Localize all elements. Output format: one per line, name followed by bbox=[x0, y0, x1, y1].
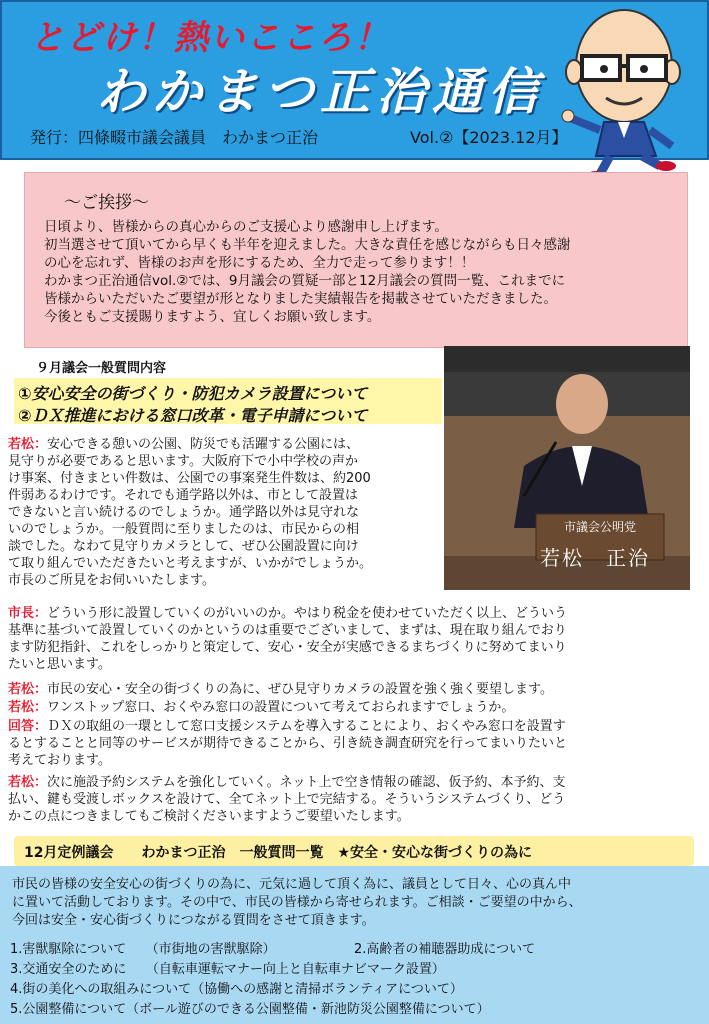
qa-line: 市長のご所見をお伺いいたします。 bbox=[8, 573, 215, 588]
greeting-line: 皆様からいただいたご要望が形となりました実績報告を掲載させていただきました。 bbox=[44, 291, 557, 307]
qa-line: るとすることと同等のサービスが期待できることから、引き続き調査研究を行ってまいりたいと bbox=[8, 736, 568, 751]
photo-caption-name: 若松 正治 bbox=[540, 546, 650, 570]
tagline: とどけ！熱いこころ！ bbox=[30, 18, 390, 58]
intro-line: 今回は安全・安心街づくりにつながる質問をさせて頂きます。 bbox=[12, 913, 375, 928]
qa-line: どういう形に設置していくのがいいのか。やはり税金を使わせていただく以上、どういう bbox=[47, 606, 568, 621]
qa-line: 件弱あるわけです。それでも通学路以外は、市として設置は bbox=[8, 488, 358, 503]
qa-line: 談でした。なわて見守りカメラとして、ぜひ公園設置に向け bbox=[8, 539, 359, 554]
qa-line: かこの点につきましてもご検討くださいますようご要望いたします。 bbox=[8, 809, 410, 824]
qa-line: たいと思います。 bbox=[8, 657, 111, 672]
december-intro bbox=[12, 876, 582, 930]
intro-line: に置いて活動しております。その中で、市民の皆様から寄せられます。ご相談・ご要望の中から、 bbox=[12, 895, 582, 910]
question-item: 3.交通安全のために （自転車運転マナー向上と自転車ナビマーク設置） bbox=[10, 962, 445, 977]
greeting-line: の心を忘れず、皆様のお声を形にするため、全力で走って参ります！！ bbox=[44, 255, 475, 271]
qa-block bbox=[8, 436, 372, 589]
question-item: 4.街の美化への取組みについて（協働への感謝と清掃ボランティアについて） bbox=[10, 982, 463, 997]
qa-line: 見守りが必要であると思います。大阪府下で小中学校の声か bbox=[8, 454, 358, 469]
photo-caption-party: 市議会公明党 bbox=[564, 520, 637, 534]
qa-block bbox=[8, 699, 514, 716]
speaker-label: 回答： bbox=[8, 719, 48, 734]
volume-label: Vol.②【2023.12月】 bbox=[410, 128, 568, 147]
qa-line: け事案、付きまとい件数は、公園での事案発生件数は、約200 bbox=[8, 471, 371, 486]
qa-line: ます防犯指針、これをしっかりと策定して、安心・安全が実感できるまちづくりに努めてまいり bbox=[8, 640, 567, 655]
qa-line: 払い、鍵も受渡しボックスを設けて、全てネット上で完結する。そういうシステムづくり、どう bbox=[8, 792, 566, 807]
speaker-label: 若松： bbox=[8, 700, 48, 715]
greeting-line: 初当選させて頂いてから早くも半年を迎えました。大きな責任を感じながらも日々感謝 bbox=[44, 237, 571, 253]
question-item: 5.公園整備について（ボール遊びのできる公園整備・新池防災公園整備について） bbox=[10, 1002, 490, 1017]
speaker-label: 市長： bbox=[8, 606, 48, 621]
qa-line: 市民の安心・安全の街づくりの為に、ぜひ見守りカメラの設置を強く強く要望します。 bbox=[47, 682, 553, 697]
september-section-label: ９月議会一般質問内容 bbox=[36, 361, 167, 376]
qa-block bbox=[8, 774, 565, 825]
newsletter-title: わかまつ正治通信 bbox=[96, 63, 544, 121]
qa-line: 考えております。 bbox=[8, 753, 111, 768]
greeting-title: ～ご挨拶～ bbox=[64, 193, 149, 213]
topic-1: ①安心安全の街づくり・防犯カメラ設置について bbox=[18, 384, 368, 403]
greeting-line: 今後ともご支援賜りますよう、宜しくお願い致します。 bbox=[44, 309, 381, 325]
speaker-photo bbox=[444, 346, 690, 590]
qa-line: ワンストップ窓口、おくやみ窓口の設置について考えておられますでしょうか。 bbox=[47, 700, 515, 715]
question-item: 1.害獣駆除について （市街地の害獣駆除） bbox=[10, 942, 276, 957]
qa-line: 安心できる憩いの公園、防災でも活躍する公園には、 bbox=[47, 437, 360, 452]
qa-line: ＤＸの取組の一環として窓口支援システムを導入することにより、おくやみ窓口を設置す bbox=[47, 719, 566, 734]
qa-line: いのでしょうか。一般質問に至りましたのは、市民からの相 bbox=[8, 522, 360, 537]
qa-line: 次に施設予約システムを強化していく。ネット上で空き情報の確認、仮予約、本予約、支 bbox=[47, 775, 566, 790]
mascot-illustration bbox=[560, 6, 700, 182]
qa-line: できないと言い続けるのでしょうか。通学路以外は見守れな bbox=[8, 505, 360, 520]
topic-2: ②ＤＸ推進における窓口改革・電子申請について bbox=[18, 406, 368, 425]
question-item: 2.高齢者の補聴器助成について bbox=[354, 942, 536, 957]
greeting-line: わかまつ正治通信vol.②では、9月議会の質疑一部と12月議会の質問一覧、これまでに bbox=[44, 273, 566, 289]
qa-line: て取り組んでいただきたいと考えますが、いかがでしょうか。 bbox=[8, 556, 373, 571]
qa-line: 基準に基づいて設置していくのかというのは重要でございまして、まずは、現在取り組んでおり bbox=[8, 623, 567, 638]
qa-block bbox=[8, 605, 567, 673]
intro-line: 市民の皆様の安全安心の街づくりの為に、元気に過して頂く為に、議員として日々、心の真ん中 bbox=[12, 877, 572, 892]
greeting-body bbox=[44, 218, 676, 326]
publisher-row bbox=[30, 125, 568, 148]
publisher: 発行：四條畷市議会議員 わかまつ正治 bbox=[30, 128, 319, 147]
speaker-label: 若松： bbox=[8, 682, 48, 697]
speaker-label: 若松： bbox=[8, 775, 48, 790]
speaker-label: 若松： bbox=[8, 437, 48, 452]
qa-block bbox=[8, 718, 567, 769]
qa-block bbox=[8, 681, 553, 698]
greeting-line: 日頃より、皆様からの真心からのご支援心より感謝申し上げます。 bbox=[44, 219, 448, 235]
december-title: 12月定例議会 わかまつ正治 一般質問一覧 ★安全・安心な街づくりの為に bbox=[24, 845, 533, 861]
